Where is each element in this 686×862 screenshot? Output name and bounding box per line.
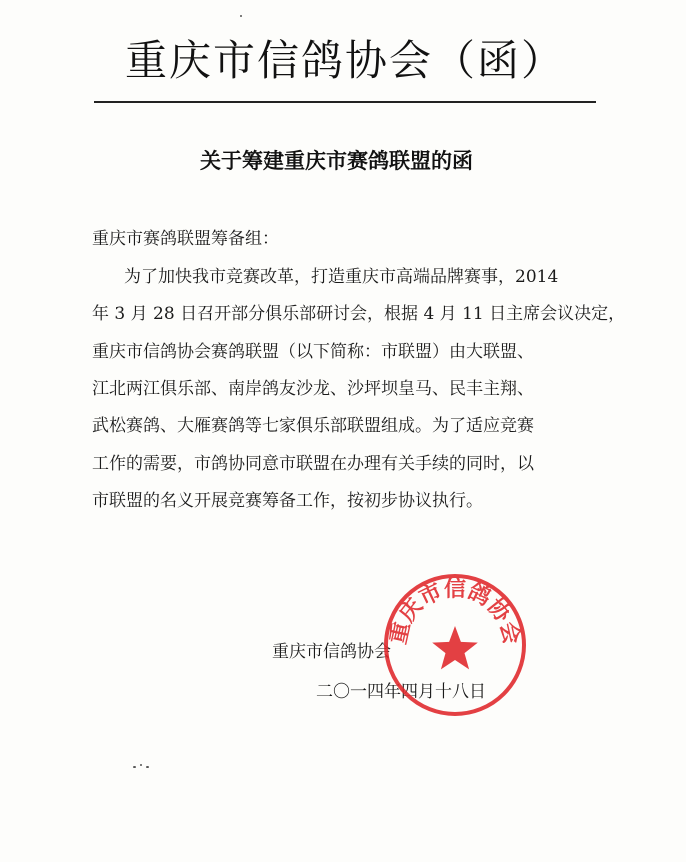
body-line: 市联盟的名义开展竞赛筹备工作，按初步协议执行。	[92, 491, 483, 511]
scan-speck	[146, 766, 149, 768]
body-line: 年 3 月 28 日召开部分俱乐部研讨会，根据 4 月 11 日主席会议决定，	[92, 304, 626, 324]
letterhead-title: 重庆市信鸽协会（函）	[124, 36, 565, 85]
body-line: 武松赛鸽、大雁赛鸽等七家俱乐部联盟组成。为了适应竞赛	[92, 416, 534, 436]
star-icon	[432, 626, 478, 669]
scan-speck	[140, 764, 142, 766]
body-line: 江北两江俱乐部、南岸鸽友沙龙、沙坪坝皇马、民丰主翔、	[92, 379, 534, 399]
letter-subject: 关于筹建重庆市赛鸽联盟的函	[200, 148, 473, 173]
salutation: 重庆市赛鸽联盟筹备组：	[92, 229, 279, 249]
seal-text: 重庆市信鸽协会	[386, 577, 524, 647]
body-line: 重庆市信鸽协会赛鸽联盟（以下简称：市联盟）由大联盟、	[92, 342, 534, 362]
scan-speck	[240, 15, 242, 17]
signing-organization: 重庆市信鸽协会	[272, 642, 391, 662]
letterhead-rule	[94, 101, 596, 103]
scan-speck	[133, 766, 136, 768]
body-line: 工作的需要，市鸽协同意市联盟在办理有关手续的同时，以	[92, 454, 534, 474]
official-seal-stamp	[382, 570, 528, 720]
signing-date: 二〇一四年四月十八日	[316, 682, 486, 702]
body-line: 为了加快我市竞赛改革，打造重庆市高端品牌赛事，2014	[124, 267, 559, 287]
